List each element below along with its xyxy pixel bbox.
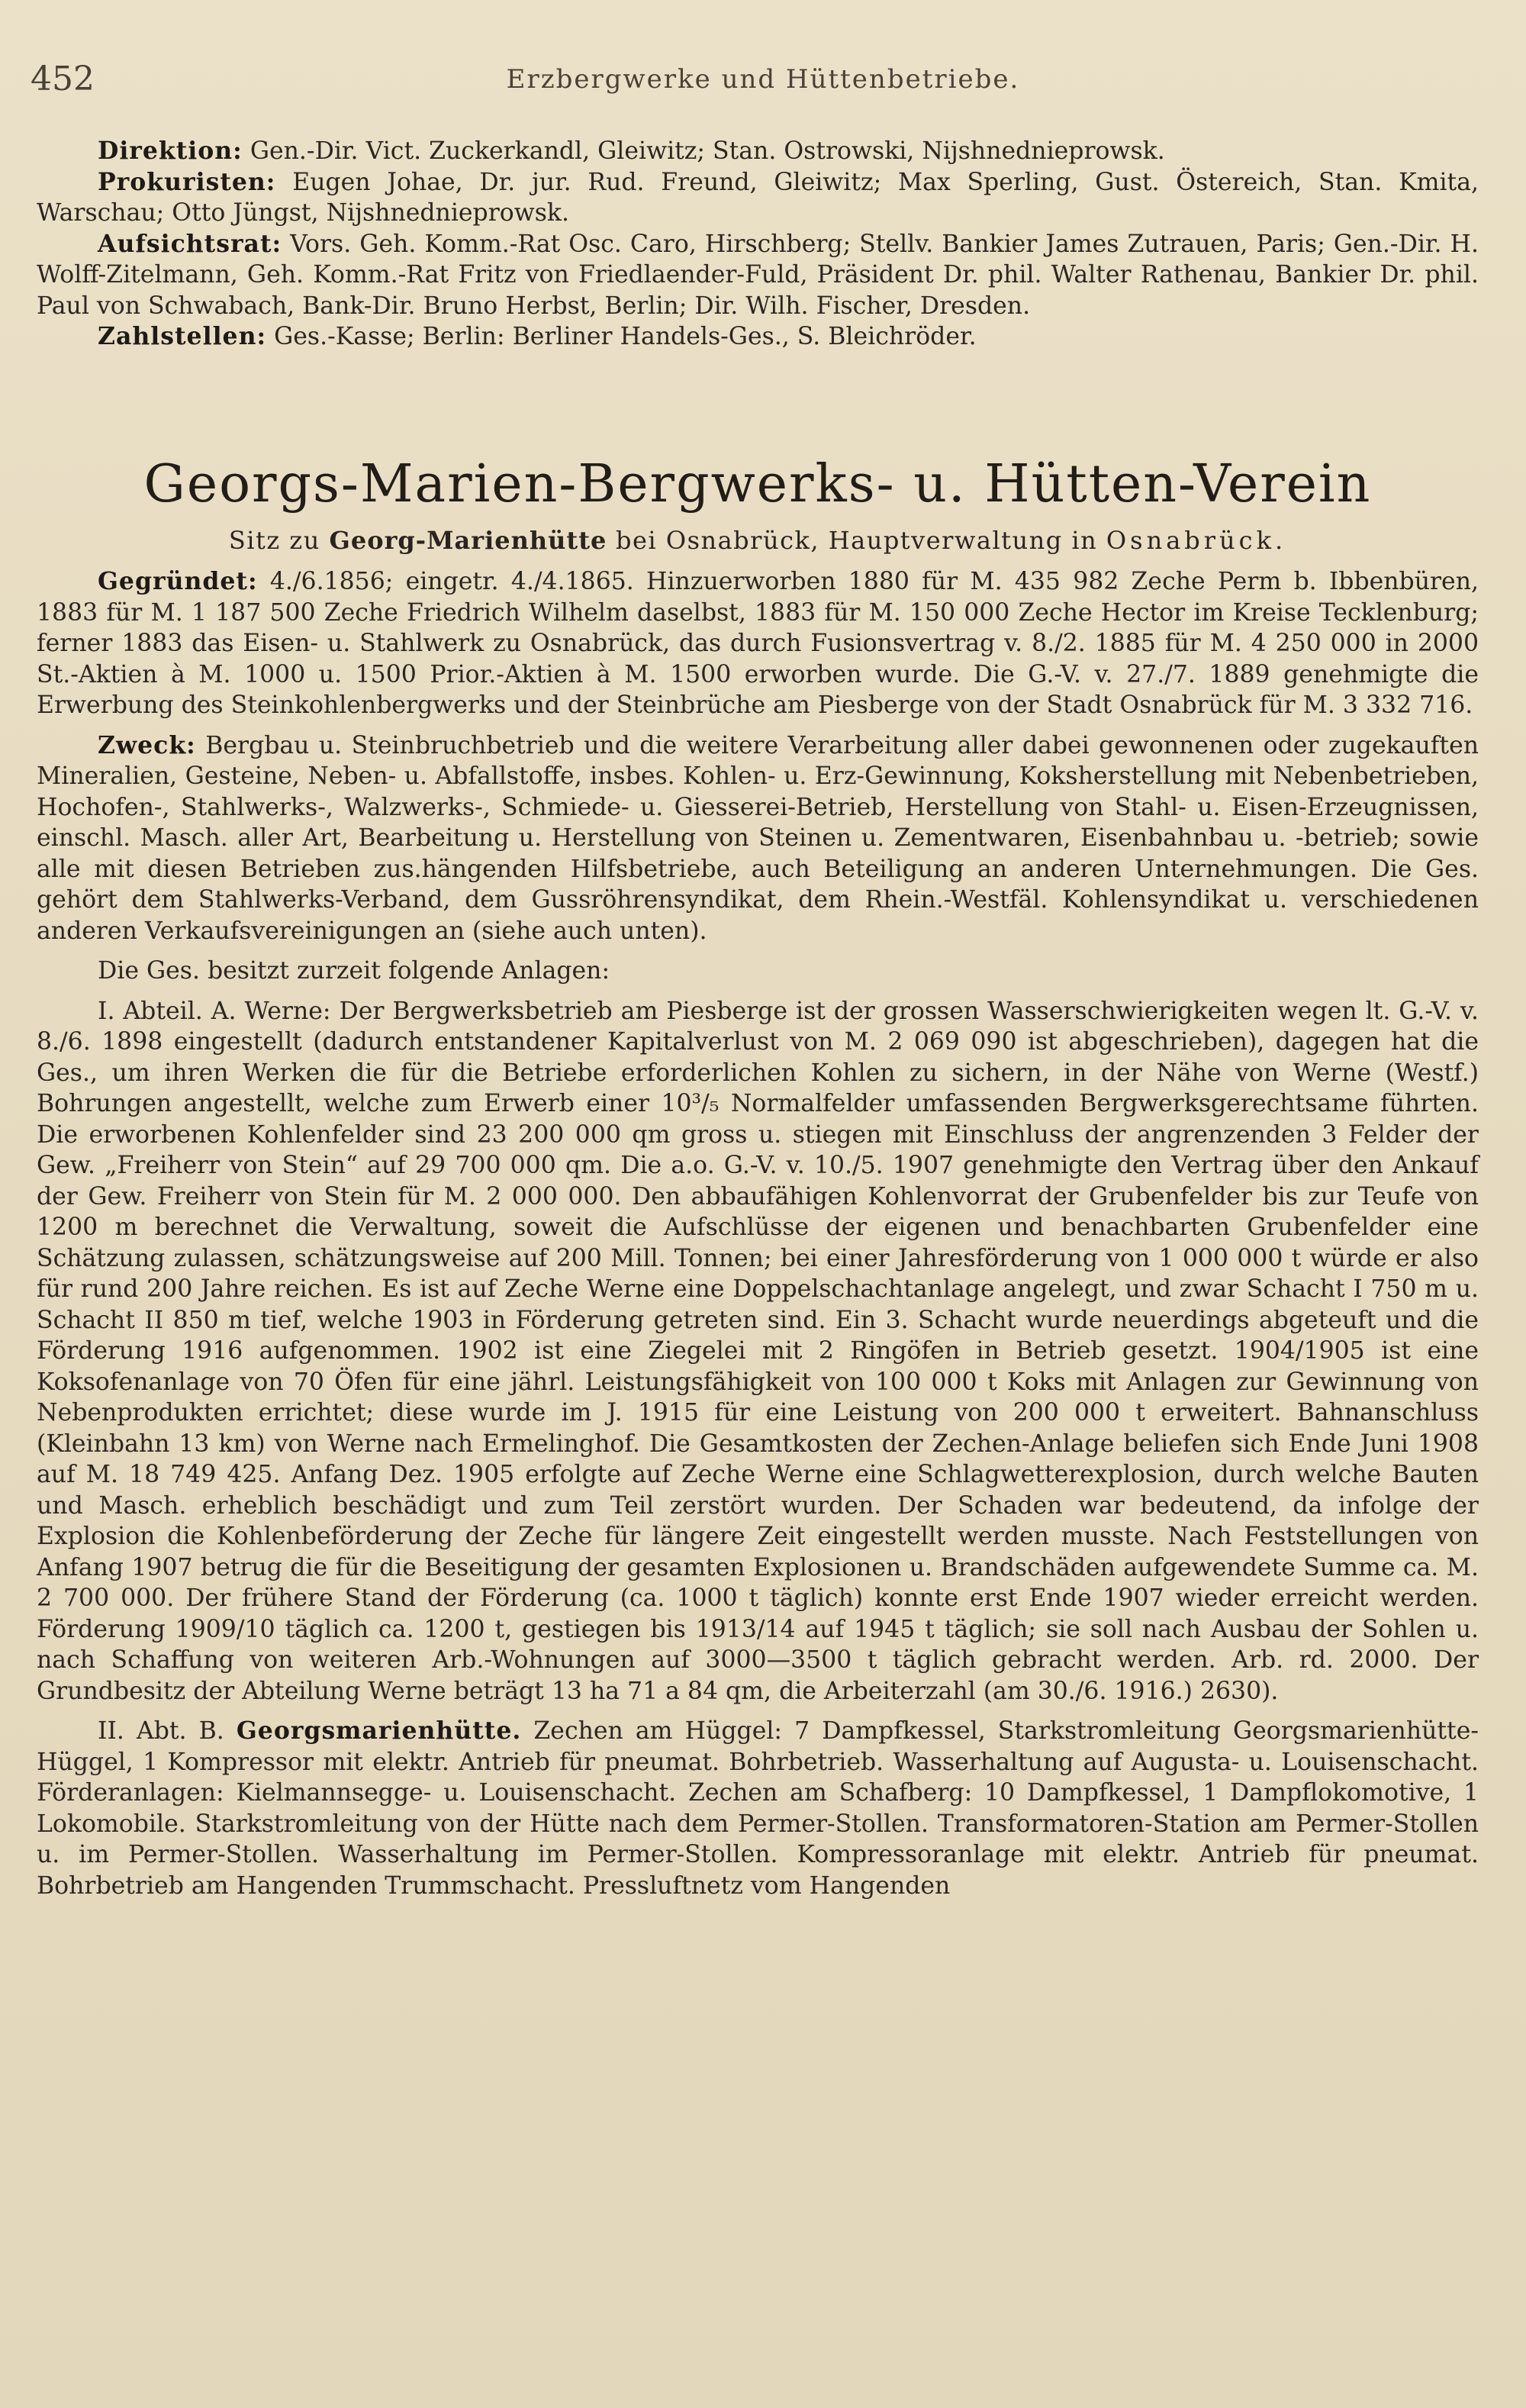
direktion-text: Gen.-Dir. Vict. Zuckerkandl, Gleiwitz; Stan. Ostrowski, Nijshnednieprowsk. <box>250 137 1165 165</box>
zahlstellen-paragraph <box>37 321 1479 353</box>
abt1-text: Der Bergwerksbetrieb am Piesberge ist der grossen Wasserschwierigkeiten wegen lt. G.-V. v. 8./6. 1898 eingestellt (dadurch entstandener Kapitalverlust von M. 2 069 090 ist abgeschrieben), dagegen hat die Ges., um ihren Werken die für die Betriebe erforderlichen Kohlen zu sichern, in der Nähe von Werne (Westf.) Bohrungen angestellt, welche zum Erwerb einer 10³/₅ Normalfelder umfassenden Bergwerksgerechtsame führten. Die erworbenen Kohlenfelder sind 23 200 000 qm gross u. stiegen mit Einschluss der angrenzenden 3 Felder der Gew. „Freiherr von Stein“ auf 29 700 000 qm. Die a.o. G.-V. v. 10./5. 1907 genehmigte den Vertrag über den Ankauf der Gew. Freiherr von Stein für M. 2 000 000. Den abbaufähigen Kohlenvorrat der Grubenfelder bis zur Teufe von 1200 m berechnet die Verwaltung, soweit die Aufschlüsse der eigenen und benachbarten Grubenfelder eine Schätzung zulassen, schätzungsweise auf 200 Mill. Tonnen; bei einer Jahresförderung von 1 000 000 t würde er also für rund 200 Jahre reichen. Es ist auf Zeche Werne eine Doppelschachtanlage angelegt, und zwar Schacht I 750 m u. Schacht II 850 m tief, welche 1903 in Förderung getreten sind. Ein 3. Schacht wurde neuerdings abgeteuft und die Förderung 1916 aufgenommen. 1902 ist eine Ziegelei mit 2 Ringöfen in Betrieb gesetzt. 1904/1905 ist eine Koksofenanlage von 70 Öfen für eine jährl. Leistungsfähigkeit von 100 000 t Koks mit Anlagen zur Gewinnung von Nebenprodukten errichtet; diese wurde im J. 1915 für eine Leistung von 200 000 t erweitert. Bahnanschluss (Kleinbahn 13 km) von Werne nach Ermelinghof. Die Gesamtkosten der Zechen-Anlage beliefen sich Ende Juni 1908 auf M. 18 749 425. Anfang Dez. 1905 erfolgte auf Zeche Werne eine Schlagwetterexplosion, durch welche Bauten und Masch. erheblich beschädigt und zum Teil zerstört wurden. Der Schaden war bedeutend, da infolge der Explosion die Kohlenbeförderung der Zeche für längere Zeit eingestellt werden musste. Nach Feststellungen von Anfang 1907 betrug die für die Beseitigung der gesamten Explosionen u. Brandschäden aufgewendete Summe ca. M. 2 700 000. Der frühere Stand der Förderung (ca. 1000 t täglich) konnte erst Ende 1907 wieder erreicht werden. Förderung 1909/10 täglich ca. 1200 t, gestiegen bis 1913/14 auf 1945 t täglich; sie soll nach Ausbau der Sohlen u. nach Schaffung von weiteren Arb.-Wohnungen auf 3000—3500 t täglich gebracht werden. Arb. rd. 2000. Der Grundbesitz der Abteilung Werne beträgt 13 ha 71 a 84 qm, die Arbeiterzahl (am 30./6. 1916.) 2630). <box>37 997 1479 1705</box>
running-header <box>31 60 1495 98</box>
seat-middle: bei Osnabrück, Hauptverwaltung in <box>616 526 1098 555</box>
company-seat-line <box>37 525 1479 556</box>
page-number: 452 <box>31 60 95 98</box>
abt2-label: Georgsmarienhütte. <box>236 1717 522 1745</box>
direktion-paragraph <box>37 136 1479 167</box>
running-title: Erzbergwerke und Hüttenbetriebe. <box>506 64 1020 95</box>
zahlstellen-label: Zahlstellen: <box>98 322 267 350</box>
seat-city: Osnabrück. <box>1106 526 1287 555</box>
direktion-label: Direktion: <box>98 137 243 165</box>
zweck-text: Bergbau u. Steinbruchbetrieb und die weitere Verarbeitung aller dabei gewonnenen oder zugekauften Mineralien, Gesteine, Neben- u. Abfallstoffe, insbes. Kohlen- u. Erz-Gewinnung, Koksherstellung mit Nebenbetrieben, Hochofen-, Stahlwerks-, Walzwerks-, Schmiede- u. Giesserei-Betrieb, Herstellung von Stahl- u. Eisen-Erzeugnissen, einschl. Masch. aller Art, Bearbeitung u. Herstellung von Steinen u. Zementwaren, Eisenbahnbau u. -betrieb; sowie alle mit diesen Betrieben zus.hängenden Hilfsbetriebe, auch Beteiligung an anderen Unternehmungen. Die Ges. gehört dem Stahlwerks-Verband, dem Gussröhrensyndikat, dem Rhein.-Westfäl. Kohlensyndikat u. verschiedenen anderen Verkaufsvereinigungen an (siehe auch unten). <box>37 731 1479 945</box>
preceding-entry <box>37 136 1479 353</box>
prokuristen-text: Eugen Johae, Dr. jur. Rud. Freund, Gleiwitz; Max Sperling, Gust. Östereich, Stan. Kmita, Warschau; Otto Jüngst, Nijshnednieprowsk. <box>37 168 1479 227</box>
aufsichtsrat-paragraph <box>37 229 1479 322</box>
zweck-paragraph <box>37 730 1479 947</box>
abt2-prefix: II. Abt. B. <box>98 1717 224 1745</box>
abteilung-werne-paragraph <box>37 996 1479 1707</box>
prokuristen-label: Prokuristen: <box>98 167 276 196</box>
company-title: Georgs-Marien-Bergwerks- u. Hütten-Verein <box>143 454 1372 514</box>
aufsichtsrat-label: Aufsichtsrat: <box>98 229 282 258</box>
company-entry-body <box>37 566 1479 1901</box>
zahlstellen-text: Ges.-Kasse; Berlin: Berliner Handels-Ges., S. Bleichröder. <box>274 323 977 350</box>
prokuristen-paragraph <box>37 167 1479 229</box>
gegruendet-label: Gegründet: <box>98 567 258 595</box>
abt2-text: Zechen am Hüggel: 7 Dampfkessel, Starkstromleitung Georgsmarienhütte-Hüggel, 1 Kompressor mit elektr. Antrieb für pneumat. Bohrbetrieb. Wasserhaltung auf Augusta- u. Louisenschacht. Förderanlagen: Kielmannsegge- u. Louisenschacht. Zechen am Schafberg: 10 Dampfkessel, 1 Dampflokomotive, 1 Lokomobile. Starkstromleitung von der Hütte nach dem Permer-Stollen. Transformatoren-Station am Permer-Stollen u. im Permer-Stollen. Wasserhaltung im Permer-Stollen. Kompressoranlage mit elektr. Antrieb für pneumat. Bohrbetrieb am Hangenden Trummschacht. Pressluftnetz vom Hangenden <box>37 1717 1479 1900</box>
gegruendet-paragraph <box>37 566 1479 721</box>
seat-prefix: Sitz zu <box>228 526 320 555</box>
abteilung-georgsmarienhuette-paragraph <box>37 1716 1479 1901</box>
abt1-label: I. Abteil. A. Werne: <box>98 997 331 1025</box>
seat-place: Georg-Marienhütte <box>329 526 607 555</box>
zweck-label: Zweck: <box>98 730 196 759</box>
gegruendet-text: 4./6.1856; eingetr. 4./4.1865. Hinzuerworben 1880 für M. 435 982 Zeche Perm b. Ibbenbüren, 1883 für M. 1 187 500 Zeche Friedrich Wilhelm daselbst, 1883 für M. 150 000 Zeche Hector im Kreise Tecklenburg; ferner 1883 das Eisen- u. Stahlwerk zu Osnabrück, das durch Fusionsvertrag v. 8./2. 1885 für M. 4 250 000 in 2000 St.-Aktien à M. 1000 u. 1500 Prior.-Aktien à M. 1500 erworben wurde. Die G.-V. v. 27./7. 1889 genehmigte die Erwerbung des Steinkohlenbergwerks und der Steinbrüche am Piesberge von der Stadt Osnabrück für M. 3 332 716. <box>37 568 1479 719</box>
anlagen-intro: Die Ges. besitzt zurzeit folgende Anlagen: <box>98 957 610 985</box>
aufsichtsrat-text: Vors. Geh. Komm.-Rat Osc. Caro, Hirschberg; Stellv. Bankier James Zutrauen, Paris; Gen.-Dir. H. Wolff-Zitelmann, Geh. Komm.-Rat Fritz von Friedlaender-Fuld, Präsident Dr. phil. Walter Rathenau, Bankier Dr. phil. Paul von Schwabach, Bank-Dir. Bruno Herbst, Berlin; Dir. Wilh. Fischer, Dresden. <box>37 230 1479 320</box>
